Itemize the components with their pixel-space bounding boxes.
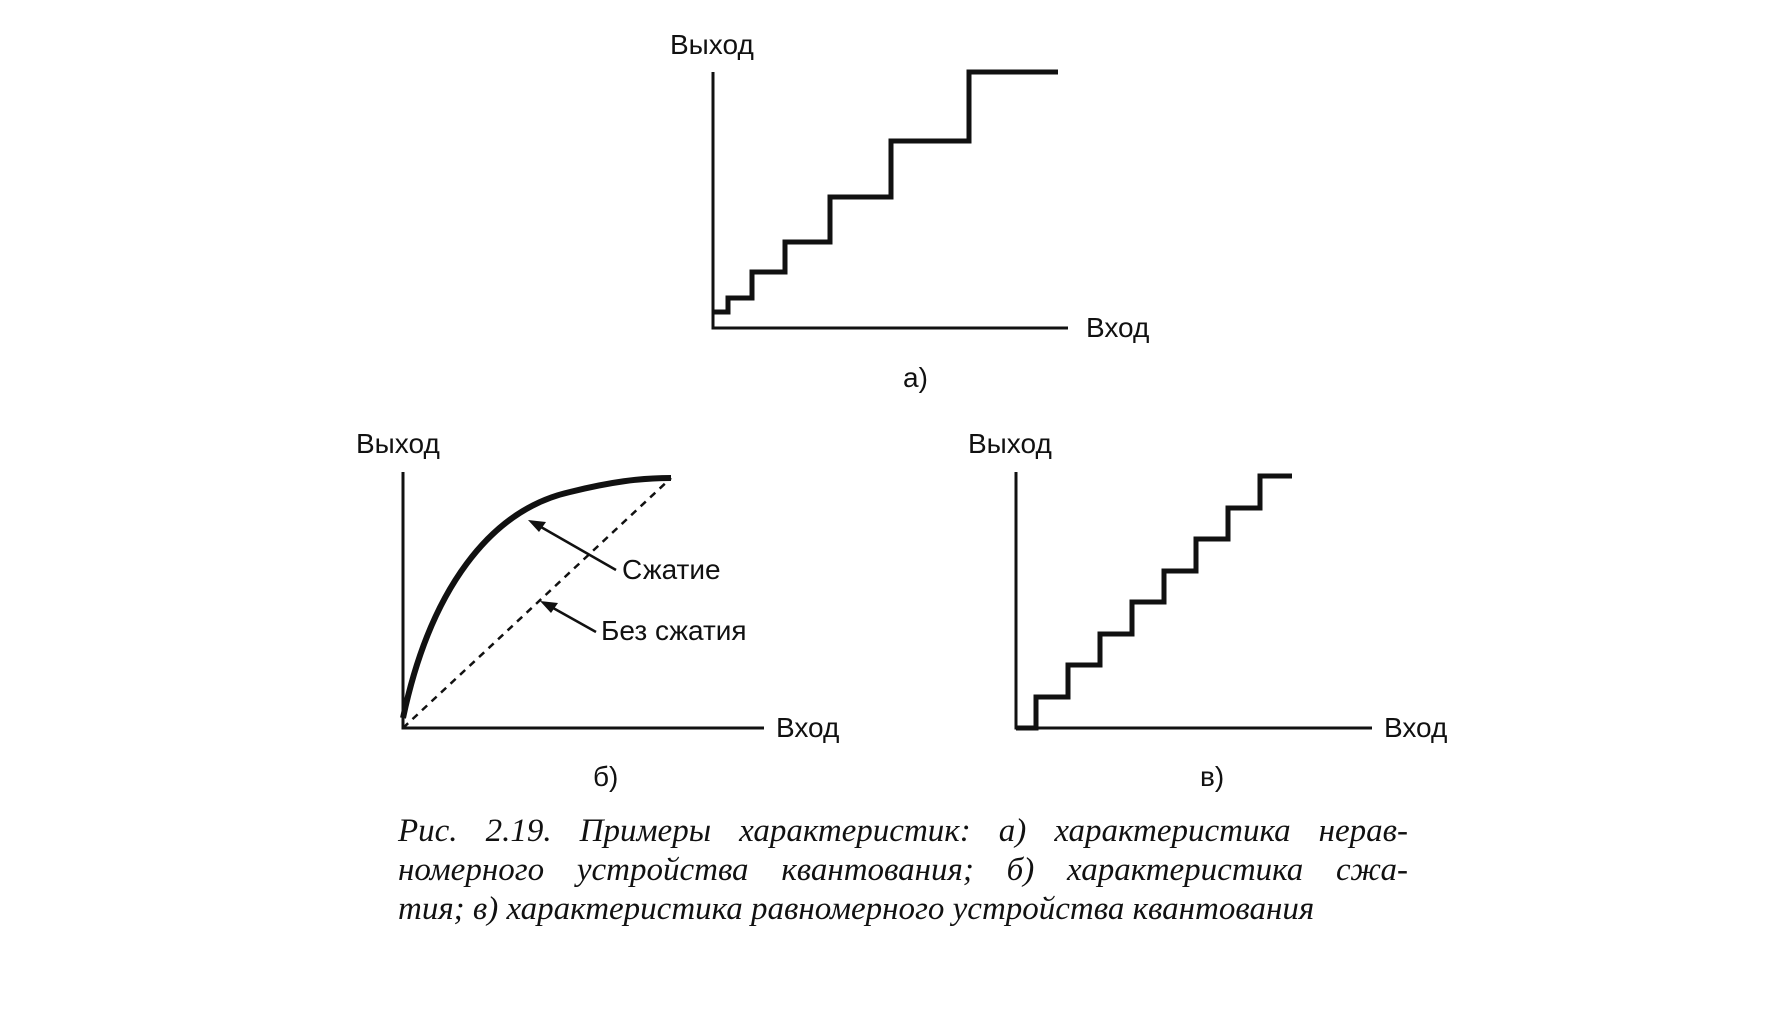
compression-leader (534, 523, 616, 570)
panel-a-xlabel: Вход (1086, 312, 1150, 343)
panel-c-ylabel: Выход (968, 428, 1052, 459)
panel-c-label: в) (1200, 761, 1225, 792)
caption-line-2: номерного устройства квантования; б) характеристика сжа- (398, 852, 1408, 888)
panel-a-staircase (713, 72, 1058, 312)
caption-line-1: Рис. 2.19. Примеры характеристик: а) характеристика нерав- (398, 813, 1408, 849)
no-compression-annotation: Без сжатия (601, 615, 747, 646)
panel-a-axes (713, 72, 1068, 328)
panel-b (356, 428, 839, 792)
panel-b-xlabel: Вход (776, 712, 840, 743)
panel-a (670, 29, 1149, 393)
panel-c (968, 428, 1447, 792)
caption-line-3: тия; в) характеристика равномерного устройства квантования (398, 891, 1315, 927)
panel-a-label: а) (903, 362, 928, 393)
panel-b-label: б) (593, 761, 619, 792)
panel-b-ylabel: Выход (356, 428, 440, 459)
figure-caption (398, 812, 1408, 929)
compression-annotation: Сжатие (622, 554, 721, 585)
panel-b-axes (403, 472, 764, 728)
panel-a-ylabel: Выход (670, 29, 754, 60)
no-compression-arrowhead (540, 601, 558, 613)
panel-c-staircase (1016, 476, 1292, 728)
compression-arrowhead (528, 520, 546, 532)
panel-c-xlabel: Вход (1384, 712, 1448, 743)
